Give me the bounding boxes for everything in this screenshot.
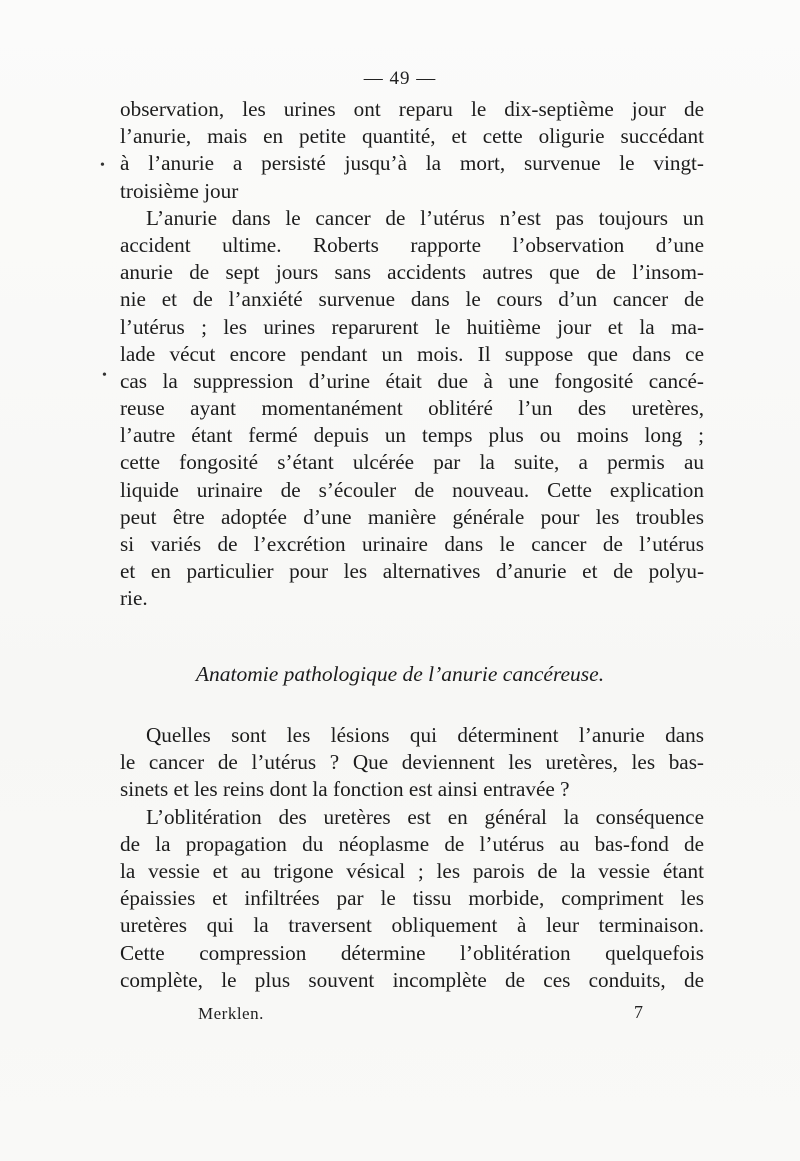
text-line: l’autre étant fermé depuis un temps plus ou moins long ; bbox=[120, 423, 704, 448]
paragraph-block-2 bbox=[120, 722, 704, 994]
margin-dot: • bbox=[100, 158, 105, 173]
text-line: à l’anurie a persisté jusqu’à la mort, survenue le vingt- bbox=[120, 151, 704, 176]
text-line: rie. bbox=[120, 586, 148, 611]
text-line: le cancer de l’utérus ? Que deviennent les uretères, les bas- bbox=[120, 750, 704, 775]
text-line: troisième jour bbox=[120, 178, 239, 203]
text-line: épaissies et infiltrées par le tissu morbide, compriment les bbox=[120, 886, 704, 911]
signature-number: 7 bbox=[634, 1002, 643, 1022]
text-line: uretères qui la traversent obliquement à leur terminaison. bbox=[120, 913, 704, 938]
text-line: sinets et les reins dont la fonction est ainsi entravée ? bbox=[120, 777, 570, 802]
page-number-header: — 49 — bbox=[363, 68, 437, 89]
text-line: accident ultime. Roberts rapporte l’observation d’une bbox=[120, 232, 704, 257]
text-line: Cette compression détermine l’oblitération quelquefois bbox=[120, 940, 704, 965]
text-line: de la propagation du néoplasme de l’utérus au bas-fond de bbox=[120, 831, 704, 856]
margin-dot: • bbox=[102, 368, 107, 383]
text-line: cas la suppression d’urine était due à une fongosité cancé- bbox=[120, 368, 704, 393]
text-line: complète, le plus souvent incomplète de ces conduits, de bbox=[120, 967, 704, 992]
text-line: L’anurie dans le cancer de l’utérus n’est pas toujours un bbox=[146, 205, 704, 230]
text-line: et en particulier pour les alternatives d’anurie et de polyu- bbox=[120, 559, 704, 584]
text-line: liquide urinaire de s’écouler de nouveau. Cette explication bbox=[120, 477, 704, 502]
paragraph-block-1 bbox=[120, 96, 704, 613]
text-line: Quelles sont les lésions qui déterminent l’anurie dans bbox=[146, 723, 704, 747]
text-line: reuse ayant momentanément oblitéré l’un des uretères, bbox=[120, 396, 704, 421]
text-line: l’anurie, mais en petite quantité, et cette oligurie succédant bbox=[120, 124, 704, 149]
text-line: lade vécut encore pendant un mois. Il suppose que dans ce bbox=[120, 341, 704, 366]
text-line: l’utérus ; les urines reparurent le huitième jour et la ma- bbox=[120, 314, 704, 339]
text-line: si variés de l’excrétion urinaire dans le cancer de l’utérus bbox=[120, 532, 704, 556]
text-line: la vessie et au trigone vésical ; les parois de la vessie étant bbox=[120, 858, 704, 883]
signature-author: Merklen. bbox=[198, 1004, 264, 1023]
text-line: nie et de l’anxiété survenue dans le cours d’un cancer de bbox=[120, 287, 704, 312]
text-line: L’oblitération des uretères est en général la conséquence bbox=[146, 804, 704, 829]
text-line: peut être adoptée d’une manière générale pour les troubles bbox=[120, 504, 704, 529]
text-line: observation, les urines ont reparu le dix-septième jour de bbox=[120, 97, 704, 121]
text-line: anurie de sept jours sans accidents autres que de l’insom- bbox=[120, 260, 704, 285]
section-heading: Anatomie pathologique de l’anurie cancéreuse. bbox=[195, 662, 605, 686]
text-line: cette fongosité s’étant ulcérée par la suite, a permis au bbox=[120, 450, 704, 475]
